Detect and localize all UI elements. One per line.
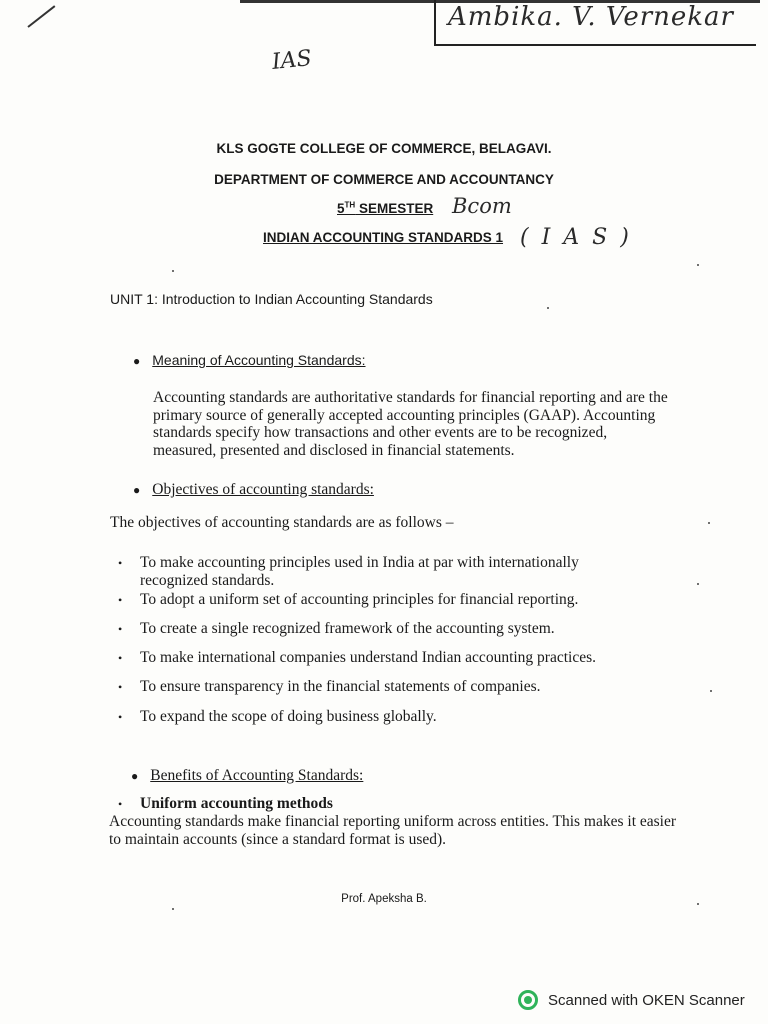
bullet-icon: • <box>118 680 123 694</box>
scanner-watermark <box>518 990 745 1010</box>
bullet-icon: ● <box>133 483 141 497</box>
scan-speck <box>172 270 174 272</box>
scan-speck <box>697 583 699 585</box>
list-item-text: To make international companies understand Indian accounting practices. <box>140 649 597 666</box>
semester-number: 5 <box>337 200 345 216</box>
department-name: DEPARTMENT OF COMMERCE AND ACCOUNTANCY <box>214 172 554 187</box>
bullet-icon: ● <box>133 354 141 368</box>
list-item <box>118 554 620 590</box>
semester-label <box>337 200 433 216</box>
scan-speck <box>708 522 710 524</box>
pen-stroke-mark <box>27 5 55 28</box>
list-item-text: To adopt a uniform set of accounting principles for financial reporting. <box>140 591 579 608</box>
objectives-heading <box>133 481 374 499</box>
list-item <box>118 591 620 609</box>
scan-speck <box>697 903 699 905</box>
list-item-text: To make accounting principles used in India at par with internationally recognized standards. <box>140 554 579 589</box>
meaning-heading <box>133 352 366 368</box>
list-item-text: To create a single recognized framework of the accounting system. <box>140 620 555 637</box>
scan-speck <box>697 264 699 266</box>
bullet-icon: • <box>118 710 123 724</box>
benefits-heading <box>131 767 363 785</box>
uniform-methods-heading <box>118 795 333 813</box>
bullet-icon: • <box>118 622 123 636</box>
meaning-paragraph: Accounting standards are authoritative standards for financial reporting and are the primary source of generally accepted accounting principles (GAAP). Accounting standards specify how transactions and other events are to be recognized, measured, presented and disclosed in financial statements. <box>153 389 668 459</box>
semester-word: SEMESTER <box>355 200 434 216</box>
scan-speck <box>710 690 712 692</box>
college-name: KLS GOGTE COLLEGE OF COMMERCE, BELAGAVI. <box>216 141 552 156</box>
bullet-icon: • <box>118 797 123 811</box>
objectives-intro: The objectives of accounting standards are as follows – <box>110 514 454 531</box>
list-item <box>118 678 620 696</box>
handwritten-signature: Ambika. V. Vernekar <box>448 2 734 32</box>
handwritten-ias-paren: ( I A S ) <box>520 225 632 250</box>
list-item <box>118 649 620 667</box>
uniform-methods-text: Uniform accounting methods <box>140 795 333 812</box>
benefits-heading-text: Benefits of Accounting Standards: <box>150 767 364 784</box>
list-item-text: To ensure transparency in the financial statements of companies. <box>140 678 541 695</box>
scan-speck <box>547 307 549 309</box>
handwritten-ias-note: IAS <box>270 45 313 76</box>
scan-speck <box>172 908 174 910</box>
bullet-icon: • <box>118 556 123 570</box>
list-item <box>118 708 620 726</box>
list-item-text: To expand the scope of doing business globally. <box>140 708 437 725</box>
author-name: Prof. Apeksha B. <box>341 893 427 905</box>
objectives-heading-text: Objectives of accounting standards: <box>152 481 374 498</box>
oken-logo-icon <box>518 990 538 1010</box>
bullet-icon: • <box>118 651 123 665</box>
handwritten-bcom-note: Bcom <box>452 194 512 218</box>
scanner-label: Scanned with OKEN Scanner <box>548 991 745 1009</box>
list-item <box>118 620 620 638</box>
uniform-methods-paragraph: Accounting standards make financial reporting uniform across entities. This makes it easier to maintain accounts (since a standard format is used). <box>109 813 677 848</box>
meaning-heading-text: Meaning of Accounting Standards: <box>152 352 366 368</box>
unit-title: UNIT 1: Introduction to Indian Accounting Standards <box>110 291 433 307</box>
semester-suffix: TH <box>344 200 356 209</box>
bullet-icon: ● <box>131 769 139 783</box>
bullet-icon: • <box>118 593 123 607</box>
paper-title: INDIAN ACCOUNTING STANDARDS 1 <box>263 230 504 245</box>
